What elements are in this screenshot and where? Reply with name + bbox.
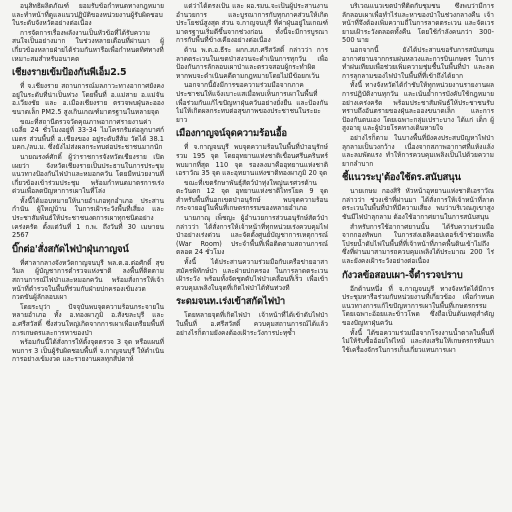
article-paragraph: อนุสิทธิผลิตภัณฑ์ ยอมรับข้อกำหนดทางกฎหมาย และทำหน้าที่ดูแลแนวปฏิบัติของหน่วยงานผู้รับผิดชอบในระดับจังหวัดอย่างต่อเนื่อง xyxy=(12,2,164,28)
article-paragraph: นอกจากนี้ ยังได้ประสานขอรับการสนับสนุนอากาศยานจากกรมฝนหลวงและการบินเกษตร ในการทำฝนเทียมเพื่อช่วยเพิ่มความชุ่มชื้นในพื้นที่ป่า และลดการลุกลามของไฟป่าในพื้นที่ที่เข้าถึงได้ยาก xyxy=(342,45,494,80)
article-paragraph: โดยระบุว่า ปัจจุบันพบจุดความร้อนกระจายในหลายอำเภอ ทั้ง อ.ทองผาภูมิ อ.สังขละบุรี และ อ.ศรีสวัสดิ์ ซึ่งส่วนใหญ่เกิดจากการเผาเพื่อเตรียมพื้นที่การเกษตรและการหาของป่า xyxy=(12,302,164,337)
article-paragraph: ด้าน พ.ต.อ.ธีระ ผกก.สภ.ศรีสวัสดิ์ กล่าวว่า การลาดตระเวนในเขตป่าสงวนจะดำเนินการทุกวัน เพื่อป้องกันการลักลอบเผาป่าและตรวจสอบผู้กระทำผิด หากพบจะดำเนินคดีตามกฎหมายโดยไม่มีข้อยกเว้น xyxy=(176,45,328,80)
article-paragraph: ทั้งนี้ได้มอบหมายให้นายอำเภอทุกอำเภอ ประสานกำนัน ผู้ใหญ่บ้าน ในการเฝ้าระวังพื้นที่เสี่ยง และประชาสัมพันธ์ให้ประชาชนงดการเผาทุกชนิดอย่างเคร่งครัด ตั้งแต่วันที่ 1 ก.พ. ถึงวันที่ 30 เมษายน 2567 xyxy=(12,196,164,240)
article-headline: กังวลข้อสอบเผา-จี้ตำรวจปราบ xyxy=(342,269,463,281)
article-paragraph: ขณะที่เขตรักษาพันธุ์สัตว์ป่าทุ่งใหญ่นเรศวรด้านตะวันตก 12 จุด อุทยานแห่งชาติไทรโยค 9 จุด สำหรับพื้นที่นอกเขตป่าอนุรักษ์ พบจุดความร้อนกระจายอยู่ในพื้นที่เกษตรกรรมของหลายอำเภอ xyxy=(176,178,328,213)
article-paragraph: พร้อมกันนี้ได้สั่งการให้ตั้งจุดตรวจ 3 จุด หรือแผนที่พบการ 3 เป็นผู้รับผิดชอบพื้นที่ จ.กาญจนบุรี ให้ดำเนินการอย่างเข้มงวด และรายงานผลทุกสัปดาห์ xyxy=(12,338,164,364)
column-2 xyxy=(176,2,328,512)
article-paragraph: ทั้งนี้ ได้ประสานความร่วมมือกับเครือข่ายอาสาสมัครพิทักษ์ป่า และฝ่ายปกครอง ในการลาดตระเวนเฝ้าระวัง พร้อมทั้งจัดชุดดับไฟป่าเคลื่อนที่เร็ว เพื่อเข้าควบคุมเพลิงในจุดที่เกิดไฟป่าได้ทันท่วงที xyxy=(176,258,328,292)
article-paragraph: นอกจากนี้ยังมีการขอความร่วมมือจากภาคประชาชนให้แจ้งเบาะแสเมื่อพบเห็นการเผาในพื้นที่ เพื่อร่วมกันแก้ไขปัญหาฝุ่นควันอย่างยั่งยืน และป้องกันไม่ให้เกิดผลกระทบต่อสุขภาพของประชาชนในระยะยาว xyxy=(176,81,328,124)
article-headline: ระดมจนท.เร่งเข้าสกัดไฟป่า xyxy=(176,296,286,308)
article-paragraph: ที่ศาลากลางจังหวัดกาญจนบุรี พล.ต.อ.ต่อศักดิ์ สุขวิมล ผู้บัญชาการตำรวจแห่งชาติ ลงพื้นที่ติดตามสถานการณ์ไฟป่าและหมอกควัน พร้อมสั่งการให้เจ้าหน้าที่ตำรวจในพื้นที่ร่วมกับฝ่ายปกครองเข้มงวดกวดขันผู้ลักลอบเผา xyxy=(12,258,164,302)
article-paragraph: บริเวณแนวเขตป่าที่ติดกับชุมชน ซึ่งพบว่ามีการลักลอบเผาเพื่อทำไร่และหาของป่าในช่วงกลางคืน เจ้าหน้าที่จึงต้องเพิ่มความถี่ในการลาดตระเวน และจัดเวรยามเฝ้าระวังตลอดทั้งคืน โดยใช้กำลังคนกว่า 300-500 นาย xyxy=(342,2,494,45)
article-paragraph: ทั้งนี้ ทางจังหวัดได้กำชับให้ทุกหน่วยงานรายงานผลการปฏิบัติงานทุกวัน และเน้นย้ำการบังคับใช้กฎหมายอย่างเคร่งครัด พร้อมประชาสัมพันธ์ให้ประชาชนรับทราบถึงอันตรายของฝุ่นละอองขนาดเล็ก และการป้องกันตนเอง โดยเฉพาะกลุ่มเปราะบาง ได้แก่ เด็ก ผู้สูงอายุ และผู้ป่วยโรคทางเดินหายใจ xyxy=(342,81,494,133)
article-paragraph: แต่ว่าได้ตรงเป้น และ ผอ.รมน.จะเป็นผู้ประสานงาน อำนวยการ และบูรณาการกับทุกภาคส่วนให้เกิดประโยชน์สูงสุด ส่วน จ.กาญจนบุรี ที่ค่าฝุ่นอยู่ในเกณฑ์มาตรฐานเริ่มดีขึ้นจากช่วงก่อน ทั้งนี้จะมีการบูรณาการกับพื้นที่ข้างเคียงอย่างต่อเนื่อง xyxy=(176,2,328,45)
article-paragraph: ทั้งนี้ ได้ขอความร่วมมือจากโรงงานน้ำตาลในพื้นที่ ไม่ให้รับซื้ออ้อยไฟไหม้ และส่งเสริมให้เกษตรกรหันมาใช้เครื่องจักรในการเก็บเกี่ยวแทนการเผา xyxy=(342,328,494,354)
column-1 xyxy=(12,2,164,512)
article-headline: เชียงรายเข้มป้องกันพีเอ็ม2.5 xyxy=(12,67,127,79)
article-paragraph: อย่างไรก็ตาม ในบางพื้นที่ยังคงประสบปัญหาไฟป่าลุกลามเป็นวงกว้าง เนื่องจากสภาพอากาศที่แห้งแล้ง และลมพัดแรง ทำให้การควบคุมเพลิงเป็นไปด้วยความยากลำบาก xyxy=(342,133,494,168)
article-headline: เมืองกาญจน์จุดความร้อนอื้อ xyxy=(176,128,287,140)
article-headline: บิ๊กต่อ'สั่งสกัดไฟป่าฝุ่นกาญจน์ xyxy=(12,243,129,255)
article-paragraph: นายภาณุ เพ็ชญะ ผู้อำนวยการส่วนอนุรักษ์สัตว์ป่า กล่าวว่า ได้สั่งการให้เจ้าหน้าที่ทุกหน่วยเร่งควบคุมไฟป่าอย่างเร่งด่วน และจัดตั้งศูนย์บัญชาการเหตุการณ์ (War Room) ประจำพื้นที่เพื่อติดตามสถานการณ์ตลอด 24 ชั่วโมง xyxy=(176,214,328,257)
article-headline: ชี้แนวระบุ'ต้องใช้ดร.สนับสนุน xyxy=(342,172,461,184)
article-paragraph: นายเกษม กองสิริ หัวหน้าอุทยานแห่งชาติเอราวัณ กล่าวว่า ช่วงเช้าที่ผ่านมา ได้สั่งการให้เจ้าหน้าที่ลาดตระเวนในพื้นที่ป่าที่มีความเสี่ยง พบว่าบริเวณภูเขาสูงชันมีไฟป่าลุกลาม ต้องใช้อากาศยานในการสนับสนุน xyxy=(342,187,494,222)
article-paragraph: อีกด้านหนึ่ง ที่ จ.กาญจนบุรี ทางจังหวัดได้มีการประชุมหารือร่วมกับหน่วยงานที่เกี่ยวข้อง เพื่อกำหนดแนวทางการแก้ไขปัญหาการเผาในพื้นที่เกษตรกรรม โดยเฉพาะอ้อยและข้าวโพด ซึ่งถือเป็นต้นเหตุสำคัญของปัญหาฝุ่นควัน xyxy=(342,284,494,327)
article-paragraph: การจัดการเรื่องพลังงานเป็นหัวข้อที่ได้รับความสนใจเป็นอย่างมาก ในช่วงหลายเดือนที่ผ่านมา ผู้เกี่ยวข้องหลายฝ่ายได้ร่วมกันหารือเพื่อกำหนดทิศทางที่เหมาะสมสำหรับอนาคต xyxy=(12,28,164,63)
column-3 xyxy=(342,2,494,512)
article-paragraph: ขณะที่สถานีตรวจวัดคุณภาพอากาศรายงานค่าเฉลี่ย 24 ชั่วโมงอยู่ที่ 33-34 ไมโครกรัมต่อลูกบาศก์เมตร ส่วนพื้นที่ อ.เชียงของ อยู่ระดับสีส้ม วัดได้ 38.1 มคก./ลบ.ม. ซึ่งยังไม่ส่งผลกระทบต่อประชาชนมากนัก xyxy=(12,117,164,152)
article-paragraph: โดยหลายจุดที่เกิดไฟป่า เจ้าหน้าที่ได้เข้าดับไฟป่าในพื้นที่ อ.ศรีสวัสดิ์ ควบคุมสถานการณ์ได้แล้ว อย่างไรก็ตามยังคงต้องเฝ้าระวังการปะทุซ้ำ xyxy=(176,311,328,337)
article-paragraph: สำหรับการใช้อากาศยานนั้น ได้รับความร่วมมือจากกองทัพบก ในการส่งเฮลิคอปเตอร์เข้าช่วยเหลือ โปรยน้ำดับไฟในพื้นที่ที่เจ้าหน้าที่ภาคพื้นดินเข้าไม่ถึง ซึ่งที่ผ่านมาสามารถควบคุมเพลิงได้ประมาณ 200 ไร่ และยังคงเฝ้าระวังอย่างต่อเนื่อง xyxy=(342,222,494,266)
article-paragraph: นายณรงค์ศักดิ์ ผู้ว่าราชการจังหวัดเชียงราย เปิดเผยว่า จังหวัดเชียงรายเป็นประธานในการประชุมแนวทางป้องกันไฟป่าและหมอกควัน โดยมีหน่วยงานที่เกี่ยวข้องเข้าร่วมประชุม พร้อมกำหนดมาตรการเร่งด่วนเพื่อลดปัญหาการเผาในที่โล่ง xyxy=(12,152,164,196)
article-paragraph: ที่ จ.เชียงราย สถานการณ์มลภาวะทางอากาศยังคงอยู่ในระดับที่น่าเป็นห่วง โดยพื้นที่ อ.แม่สาย อ.แม่จัน อ.เวียงชัย และ อ.เมืองเชียงราย ตรวจพบฝุ่นละอองขนาดเล็ก PM2.5 สูงเกินเกณฑ์มาตรฐานในหลายจุด xyxy=(12,82,164,116)
article-paragraph: ที่ จ.กาญจนบุรี พบจุดความร้อนในพื้นที่ป่าอนุรักษ์ รวม 195 จุด โดยอุทยานแห่งชาติเขื่อนศรีนครินทร์ พบมากที่สุด 110 จุด รองลงมาคืออุทยานแห่งชาติเอราวัณ 35 จุด และอุทยานแห่งชาติทองผาภูมิ 20 จุด xyxy=(176,143,328,178)
